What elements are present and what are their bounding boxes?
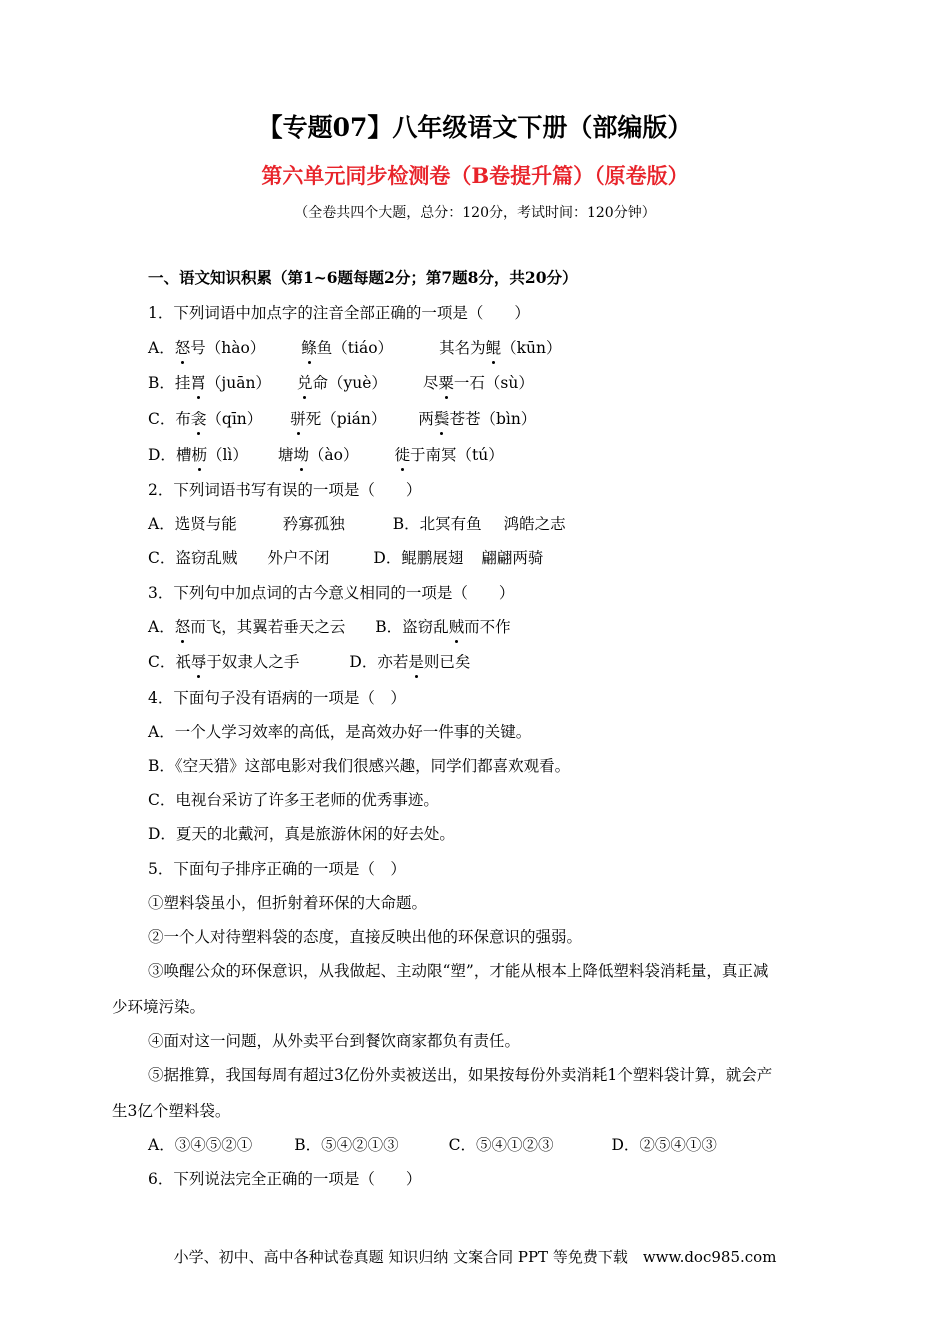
question-6-stem: 6．下列说法完全正确的一项是（ ） [148, 1170, 422, 1188]
question-1-option-a: A．怒号（hào） 鲦鱼（tiáo） 其名为鲲（kūn） [148, 336, 561, 358]
question-4-option-c: C．电视台采访了许多王老师的优秀事迹。 [148, 791, 439, 809]
question-5-sentence-5: ⑤据推算，我国每周有超过3亿份外卖被送出，如果按每份外卖消耗1个塑料袋计算，就会产 [148, 1066, 773, 1084]
question-4-stem: 4．下面句子没有语病的一项是（ ） [148, 689, 406, 707]
question-5-sentence-4: ④面对这一问题，从外卖平台到餐饮商家都负有责任。 [148, 1032, 521, 1050]
question-5-stem: 5．下面句子排序正确的一项是（ ） [148, 860, 406, 878]
question-5-sentence-2: ②一个人对待塑料袋的态度，直接反映出他的环保意识的强弱。 [148, 928, 583, 946]
question-2-options-cd: C．盗窃乱贼 外户不闭 D．鲲鹏展翅 翩翩两骑 [148, 549, 544, 567]
question-2-options-ab: A．选贤与能 矜寡孤独 B．北冥有鱼 鸿皓之志 [148, 515, 566, 533]
question-1-option-d: D．槽枥（lì） 塘坳（ào） 徙于南冥（tú） [148, 443, 504, 465]
section-heading: 一、语文知识积累（第1~6题每题2分；第7题8分，共20分） [148, 268, 578, 287]
question-1-option-c: C．布衾（qīn） 骈死（pián） 两鬓苍苍（bìn） [148, 407, 536, 429]
question-3-options-cd: C．祇辱于奴隶人之手 D．亦若是则已矣 [148, 650, 470, 672]
question-1-stem: 1．下列词语中加点字的注音全部正确的一项是（ ） [148, 304, 530, 322]
exam-info-note: （全卷共四个大题，总分：120分，考试时间：120分钟） [294, 205, 656, 221]
page-footer: 小学、初中、高中各种试卷真题 知识归纳 文案合同 PPT 等免费下载 www.doc985.com [173, 1248, 777, 1266]
question-2-stem: 2．下列词语书写有误的一项是（ ） [148, 481, 422, 499]
question-5-sentence-1: ①塑料袋虽小，但折射着环保的大命题。 [148, 894, 428, 912]
question-4-option-d: D．夏天的北戴河，真是旅游休闲的好去处。 [148, 825, 455, 843]
document-subtitle: 第六单元同步检测卷（B卷提升篇）（原卷版） [261, 163, 689, 188]
document-title: 【专题07】八年级语文下册（部编版） [257, 113, 693, 142]
question-1-option-b: B．挂罥（juān） 兑命（yuè） 尽粟一石（sù） [148, 371, 534, 393]
question-5-sentence-5-cont: 生3亿个塑料袋。 [112, 1102, 231, 1120]
question-5-choices: A．③④⑤②① B．⑤④②①③ C．⑤④①②③ D．②⑤④①③ [148, 1136, 717, 1154]
question-4-option-b: B．《空天猎》这部电影对我们很感兴趣，同学们都喜欢观看。 [148, 757, 571, 775]
question-4-option-a: A．一个人学习效率的高低，是高效办好一件事的关键。 [148, 723, 532, 741]
question-5-sentence-3-cont: 少环境污染。 [112, 998, 206, 1016]
question-3-stem: 3．下列句中加点词的古今意义相同的一项是（ ） [148, 584, 515, 602]
question-5-sentence-3: ③唤醒公众的环保意识，从我做起、主动限“塑”，才能从根本上降低塑料袋消耗量，真正减 [148, 962, 769, 980]
question-3-options-ab: A．怒而飞，其翼若垂天之云 B．盗窃乱贼而不作 [148, 615, 511, 637]
